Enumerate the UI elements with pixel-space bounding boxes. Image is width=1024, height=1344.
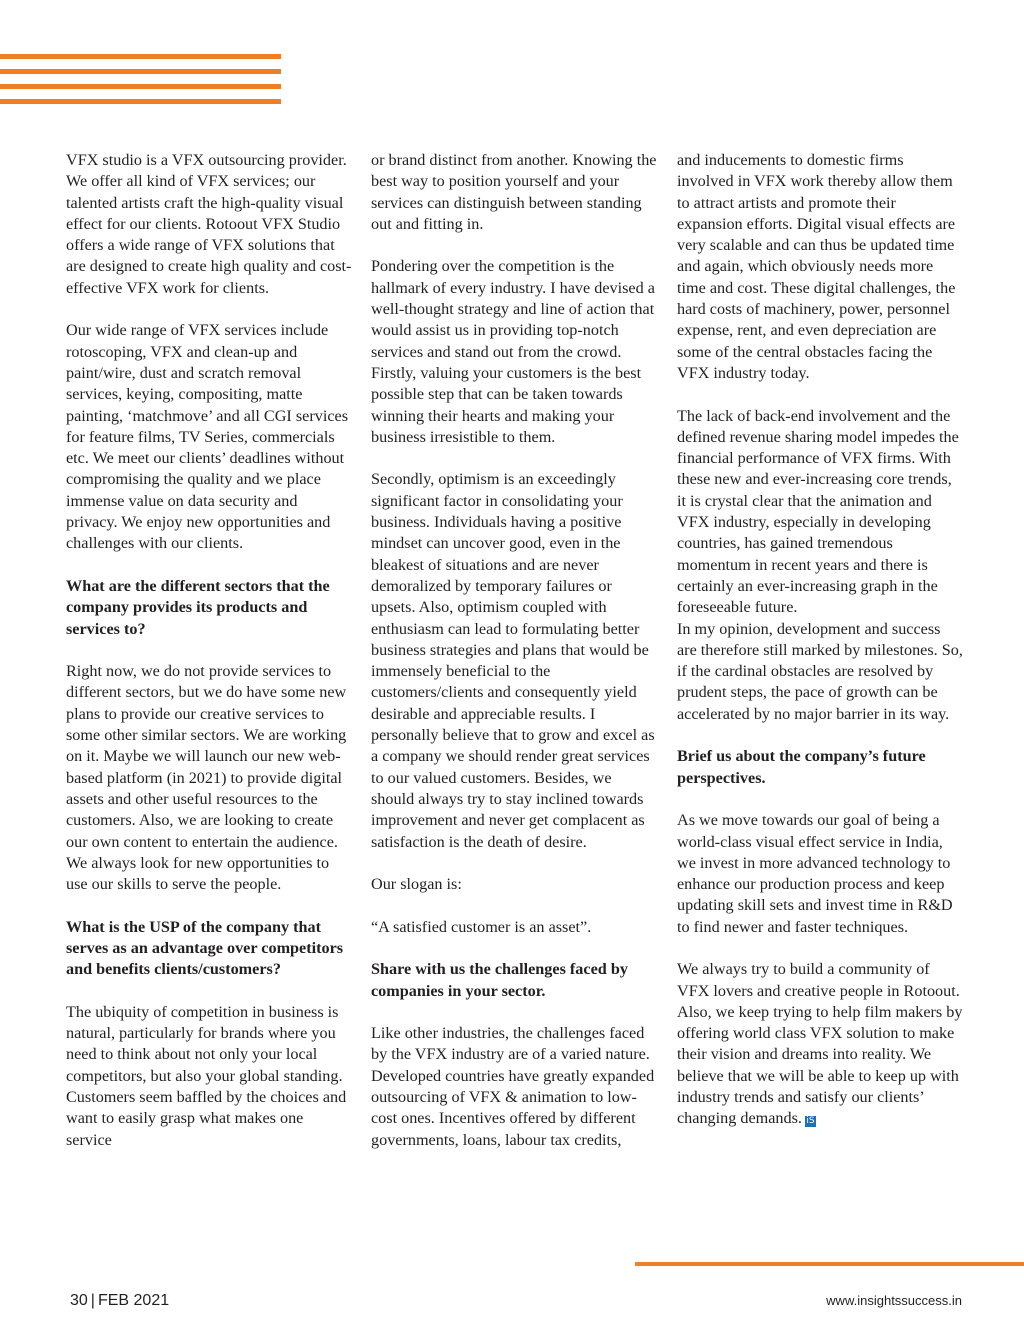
paragraph: and inducements to domestic firms involved in VFX work thereby allow them to attract artists and promote their expansion efforts. Digital visual effects are very scalable and can thus be updated time and again, which obviously needs more time and cost. These digital challenges, the hard costs of machinery, power, personnel expense, rent, and even depreciation are some of the central obstacles facing the VFX industry today. (677, 151, 956, 382)
interview-question: Share with us the challenges faced by companies in your sector. (371, 960, 628, 1000)
stripe (0, 99, 281, 104)
paragraph: The lack of back-end involvement and the defined revenue sharing model impedes the financial performance of VFX firms. With these new and ever-increasing core trends, it is crystal clear that the animation and VFX industry, especially in developing countries, has gained tremendous momentum in recent years and there is certainly an ever-increasing graph in the foreseeable future. (677, 406, 959, 617)
article-column-1 (66, 150, 352, 1172)
website-url: www.insightssuccess.in (826, 1293, 962, 1308)
footer-separator: | (90, 1292, 95, 1309)
paragraph: “A satisfied customer is an asset”. (371, 917, 592, 936)
interview-question: Brief us about the company’s future perspectives. (677, 747, 926, 787)
paragraph: In my opinion, development and success are therefore still marked by milestones. So, if the cardinal obstacles are resolved by prudent steps, the pace of growth can be accelerated by no major barrier in its way. (677, 619, 963, 723)
article-column-2 (371, 150, 657, 1172)
stripe (0, 54, 281, 59)
stripe (0, 69, 281, 74)
paragraph: Secondly, optimism is an exceedingly significant factor in consolidating your business. Individuals having a positive mindset can uncover good, even in the bleakest of situations and are never demoralized by temporary failures or upsets. Also, optimism coupled with enthusiasm can lead to formulating better business strategies and plans that would be immensely beneficial to the customers/clients and consequently yield desirable and appreciable results. I personally believe that to grow and excel as a company we should render great services to our valued customers. Besides, we should always try to stay inclined towards improvement and never get complacent as satisfaction is the death of desire. (371, 470, 655, 851)
footer-rule (635, 1262, 1024, 1266)
page-footer-issue (70, 1292, 169, 1310)
page-number: 30 (70, 1292, 88, 1309)
decorative-stripes (0, 54, 281, 114)
paragraph: Like other industries, the challenges faced by the VFX industry are of a varied nature. Developed countries have greatly expanded outsourcing of VFX & animation to low-cost ones. Incentives offered by different governments, loans, labour tax credits, (371, 1024, 655, 1149)
paragraph: Our wide range of VFX services include rotoscoping, VFX and clean-up and paint/wire, dust and scratch removal services, keying, compositing, matte painting, ‘matchmove’ and all CGI services for feature films, TV Series, commercials etc. We meet our clients’ deadlines without compromising the quality and we place immense value on data security and privacy. We enjoy new opportunities and challenges with our clients. (66, 321, 348, 553)
paragraph: or brand distinct from another. Knowing the best way to position yourself and your services can distinguish between standing out and fitting in. (371, 151, 657, 233)
paragraph: Right now, we do not provide services to different sectors, but we do have some new plans to provide our creative services to some other similar sectors. We are working on it. Maybe we will launch our new web-based platform (in 2021) to provide digital assets and other useful resources to the customers. Also, we are looking to create our own content to entertain the audience. We always look for new opportunities to use our skills to serve the people. (66, 662, 347, 894)
paragraph: Our slogan is: (371, 875, 462, 894)
paragraph: VFX studio is a VFX outsourcing provider. We offer all kind of VFX services; our talented artists craft the high-quality visual effect for our clients. Rotoout VFX Studio offers a wide range of VFX solutions that are designed to create high quality and cost-effective VFX work for clients. (66, 151, 352, 297)
end-of-article-icon: iS (806, 1116, 815, 1127)
paragraph: The ubiquity of competition in business is natural, particularly for brands where you need to think about not only your local competitors, but also your global standing. Customers seem baffled by the choices and want to easily grasp what makes one service (66, 1002, 347, 1149)
paragraph (677, 959, 963, 1129)
interview-question: What are the different sectors that the company provides its products and services to? (66, 576, 330, 638)
paragraph: Pondering over the competition is the hallmark of every industry. I have devised a well-thought strategy and line of action that would assist us in providing top-notch services and stand out from the crowd. Firstly, valuing your customers is the best possible step that can be taken towards winning their hearts and making your business irresistible to them. (371, 257, 655, 446)
issue-date: FEB 2021 (97, 1292, 170, 1309)
closing-paragraph-text: We always try to build a community of VFX lovers and creative people in Rotoout. Also, we keep trying to help film makers by offering world class VFX solution to make their vision and dreams into reality. We believe that we will be able to keep up with industry trends and satisfy our clients’ changing demands. (677, 960, 963, 1128)
article-column-3 (677, 150, 963, 1151)
stripe (0, 84, 281, 89)
interview-question: What is the USP of the company that serves as an advantage over competitors and benefits clients/customers? (66, 917, 344, 979)
paragraph: As we move towards our goal of being a world-class visual effect service in India, we invest in more advanced technology to enhance our production process and keep updating skill sets and invest time in R&D to find newer and faster techniques. (677, 811, 953, 936)
